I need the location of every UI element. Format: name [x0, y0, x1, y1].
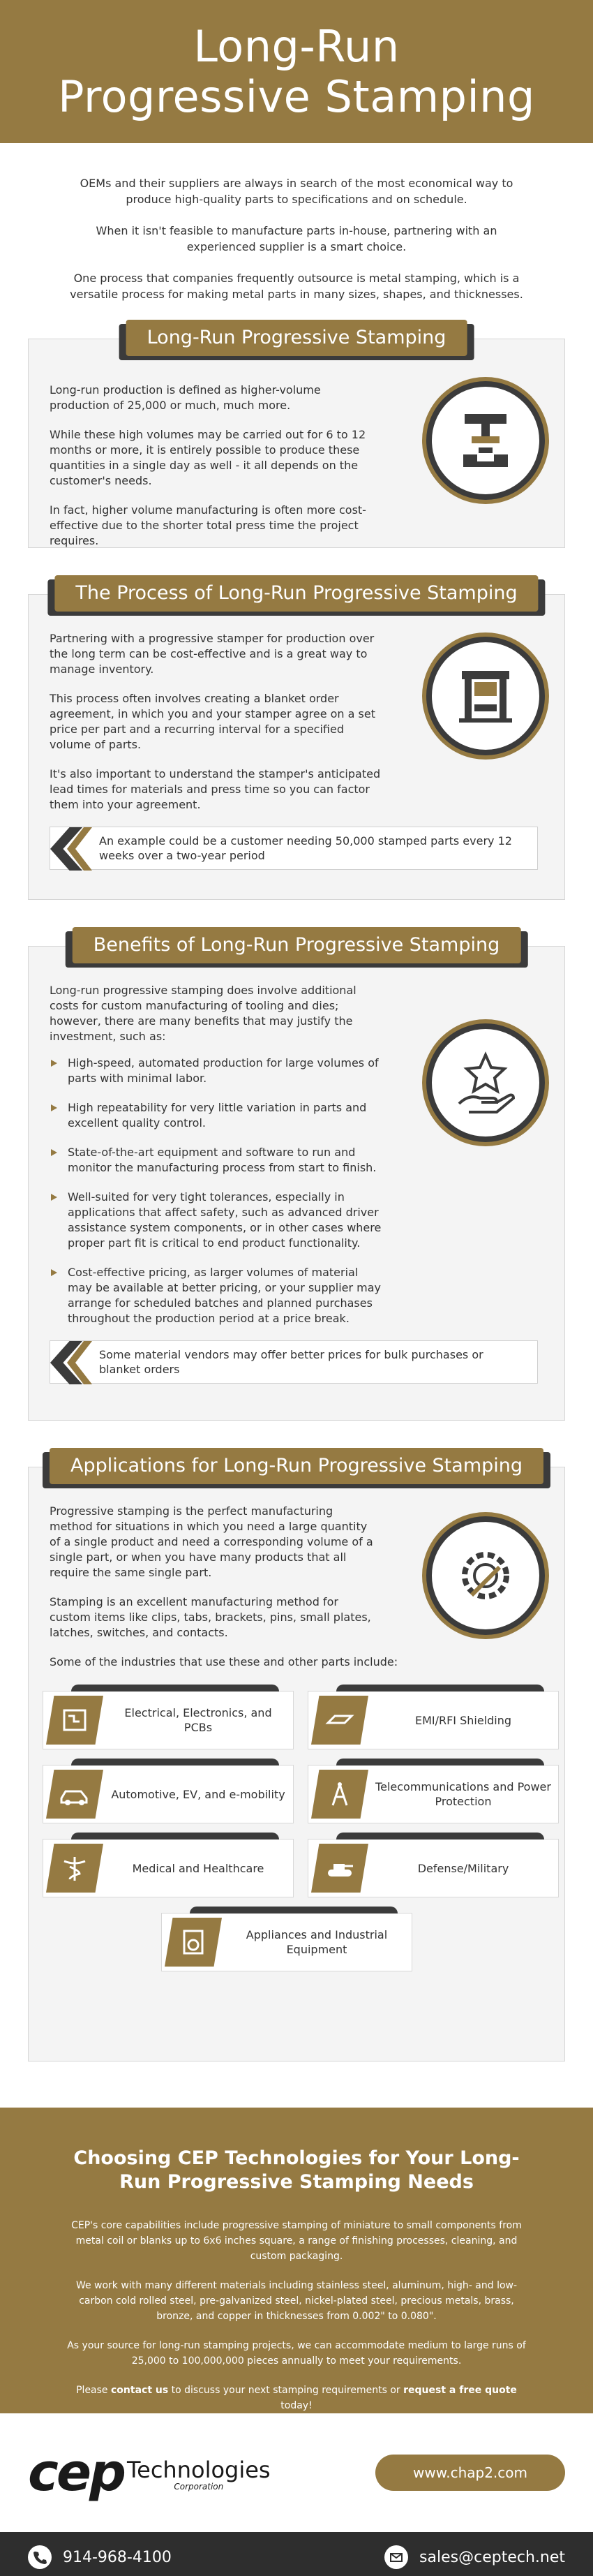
logo-technologies [127, 2458, 271, 2492]
industry-card-automotive [43, 1765, 294, 1823]
industry-card-telecom [308, 1765, 559, 1823]
footer-top [0, 2413, 593, 2532]
circuit-board-icon [46, 1696, 103, 1745]
section-title: Benefits of Long-Run Progressive Stamping [73, 927, 521, 963]
cep-logo [28, 2443, 271, 2503]
choose-title: Choosing CEP Technologies for Your Long-Run Progressive Stamping Needs [73, 2147, 520, 2193]
title-line-1: Long-Run [193, 20, 400, 72]
benefit-item: State-of-the-art equipment and software to run and monitor the manufacturing process from start to finish. [50, 1145, 383, 1176]
contact-us-link[interactable]: contact us [111, 2385, 169, 2396]
hero-banner [0, 0, 593, 143]
benefit-item: Well-suited for very tight tolerances, especially in applications that affect safety, such as advanced driver assistance system components, or in other cases where proper part fit is critical to end product functionality. [50, 1190, 383, 1251]
intro-section [0, 143, 593, 302]
caduceus-icon [46, 1844, 103, 1893]
shielding-icon [311, 1696, 368, 1745]
section-paragraph: It's also important to understand the stamper's anticipated lead times for materials and press time so you can factor them into your agreement. [50, 767, 381, 811]
logo-corp-text: Corporation [174, 2482, 224, 2492]
industry-card-defense [308, 1839, 559, 1897]
intro-paragraph-1: OEMs and their suppliers are always in search of the most economical way to produce high-quality parts to specifications and on schedule. [80, 177, 513, 206]
title-line-2: Progressive Stamping [58, 71, 535, 122]
intro-paragraph-2: When it isn't feasible to manufacture parts in-house, partnering with an experienced supplier is a smart choice. [96, 224, 497, 253]
benefit-item: High-speed, automated production for large volumes of parts with minimal labor. [50, 1056, 383, 1086]
email-address: sales@ceptech.net [419, 2548, 565, 2566]
gear-tools-icon [426, 1516, 545, 1635]
section-paragraph: This process often involves creating a blanket order agreement, in which you and your stamper agree on a set price per part and a recurring interval for a specified volume of parts. [50, 692, 375, 751]
cta-text: to discuss your next stamping requirements or [168, 2385, 404, 2396]
tower-icon [311, 1770, 368, 1819]
choose-cta [63, 2383, 530, 2413]
press-machine-icon [426, 637, 545, 755]
section-benefits [28, 934, 565, 1421]
choose-paragraph: CEP's core capabilities include progressive stamping of miniature to small components from metal coil or blanks up to 6x6 inches square, a range of finishing processes, cleaning, and custom packaging. [71, 2220, 522, 2262]
industry-label: Appliances and Industrial Equipment [246, 1928, 388, 1956]
stamping-press-icon [426, 381, 545, 500]
footer-contact-bar [0, 2532, 593, 2576]
tank-icon [311, 1844, 368, 1893]
section-applications [28, 1455, 565, 2061]
logo-tech-text: Technologies [127, 2457, 271, 2483]
appliance-icon [165, 1918, 222, 1967]
choose-cep-section [0, 2108, 593, 2413]
request-quote-link[interactable]: request a free quote [403, 2385, 517, 2396]
industry-card-emi [308, 1691, 559, 1749]
email-icon [384, 2545, 408, 2569]
cta-text: Please [76, 2385, 111, 2396]
choose-paragraph: We work with many different materials including stainless steel, aluminum, high- and low-carbon cold rolled steel, pre-galvanized steel, nickel-plated steel, precious metals, brass, bronze, and copper in thicknesses from 0.002" to 0.080". [75, 2280, 518, 2322]
section-title: The Process of Long-Run Progressive Stamping [54, 575, 538, 612]
choose-paragraph: As your source for long-run stamping projects, we can accommodate medium to large runs of 25,000 to 100,000,000 pieces annually to meet your requirements. [67, 2340, 526, 2367]
car-icon [46, 1770, 103, 1819]
section-paragraph: In fact, higher volume manufacturing is often more cost-effective due to the shorter total press time the project requires. [50, 503, 366, 547]
industry-label: Medical and Healthcare [132, 1861, 264, 1875]
note-text: Some material vendors may offer better prices for bulk purchases or blanket orders [99, 1348, 483, 1376]
industry-label: Automotive, EV, and e-mobility [111, 1787, 285, 1801]
section-long-run [28, 327, 565, 548]
page-title [58, 22, 535, 122]
section-title: Long-Run Progressive Stamping [126, 320, 467, 356]
vendor-note [50, 1340, 538, 1384]
benefit-item: Cost-effective pricing, as larger volumes of material may be available at better pricing, or your supplier may arrange for scheduled batches and planned purchases throughout the production period at a price break. [50, 1265, 383, 1326]
industry-label: Electrical, Electronics, and PCBs [124, 1706, 272, 1734]
section-paragraph: While these high volumes may be carried out for 6 to 12 months or more, it is entirely possible to produce these quantities in a single day as well - it all depends on the customer's needs. [50, 428, 366, 487]
intro-paragraph-3: One process that companies frequently outsource is metal stamping, which is a versatile process for making metal parts in many sizes, shapes, and thicknesses. [70, 272, 523, 301]
benefits-list [50, 1056, 383, 1326]
section-paragraph: Long-run production is defined as higher-volume production of 25,000 or much, much more. [50, 383, 321, 412]
phone-contact[interactable] [28, 2545, 172, 2569]
cta-text: today! [280, 2400, 313, 2411]
example-note [50, 827, 538, 870]
star-hand-icon [426, 1023, 545, 1142]
industries-grid [43, 1691, 551, 1971]
website-link[interactable]: www.chap2.com [375, 2455, 565, 2491]
section-paragraph: Some of the industries that use these and other parts include: [50, 1655, 398, 1668]
industry-label: Defense/Military [417, 1861, 509, 1875]
email-contact[interactable] [384, 2545, 565, 2569]
phone-number: 914-968-4100 [63, 2548, 172, 2566]
section-body [29, 947, 564, 1412]
section-title: Applications for Long-Run Progressive Stamping [50, 1448, 543, 1484]
benefit-item: High repeatability for very little variation in parts and excellent quality control. [50, 1100, 383, 1131]
phone-icon [28, 2545, 52, 2569]
industry-card-appliances [161, 1913, 412, 1971]
industry-label: EMI/RFI Shielding [414, 1713, 512, 1727]
industry-card-medical [43, 1839, 294, 1897]
industry-label: Telecommunications and Power Protection [375, 1780, 551, 1808]
logo-cep: cep [28, 2443, 125, 2503]
section-paragraph: Progressive stamping is the perfect manufacturing method for situations in which you need a large quantity of a single product and need a corresponding volume of a single part, or when you have many products that all require the same single part. [50, 1504, 373, 1579]
section-paragraph: Partnering with a progressive stamper for production over the long term can be cost-effective and is a great way to manage inventory. [50, 632, 375, 676]
industry-card-electronics [43, 1691, 294, 1749]
section-paragraph: Stamping is an excellent manufacturing method for custom items like clips, tabs, brackets, pins, small plates, latches, switches, and contacts. [50, 1595, 371, 1639]
note-text: An example could be a customer needing 50,000 stamped parts every 12 weeks over a two-year period [99, 834, 512, 862]
section-paragraph: Long-run progressive stamping does involve additional costs for custom manufacturing of tooling and dies; however, there are many benefits that may justify the investment, such as: [50, 984, 356, 1043]
section-process [28, 582, 565, 900]
